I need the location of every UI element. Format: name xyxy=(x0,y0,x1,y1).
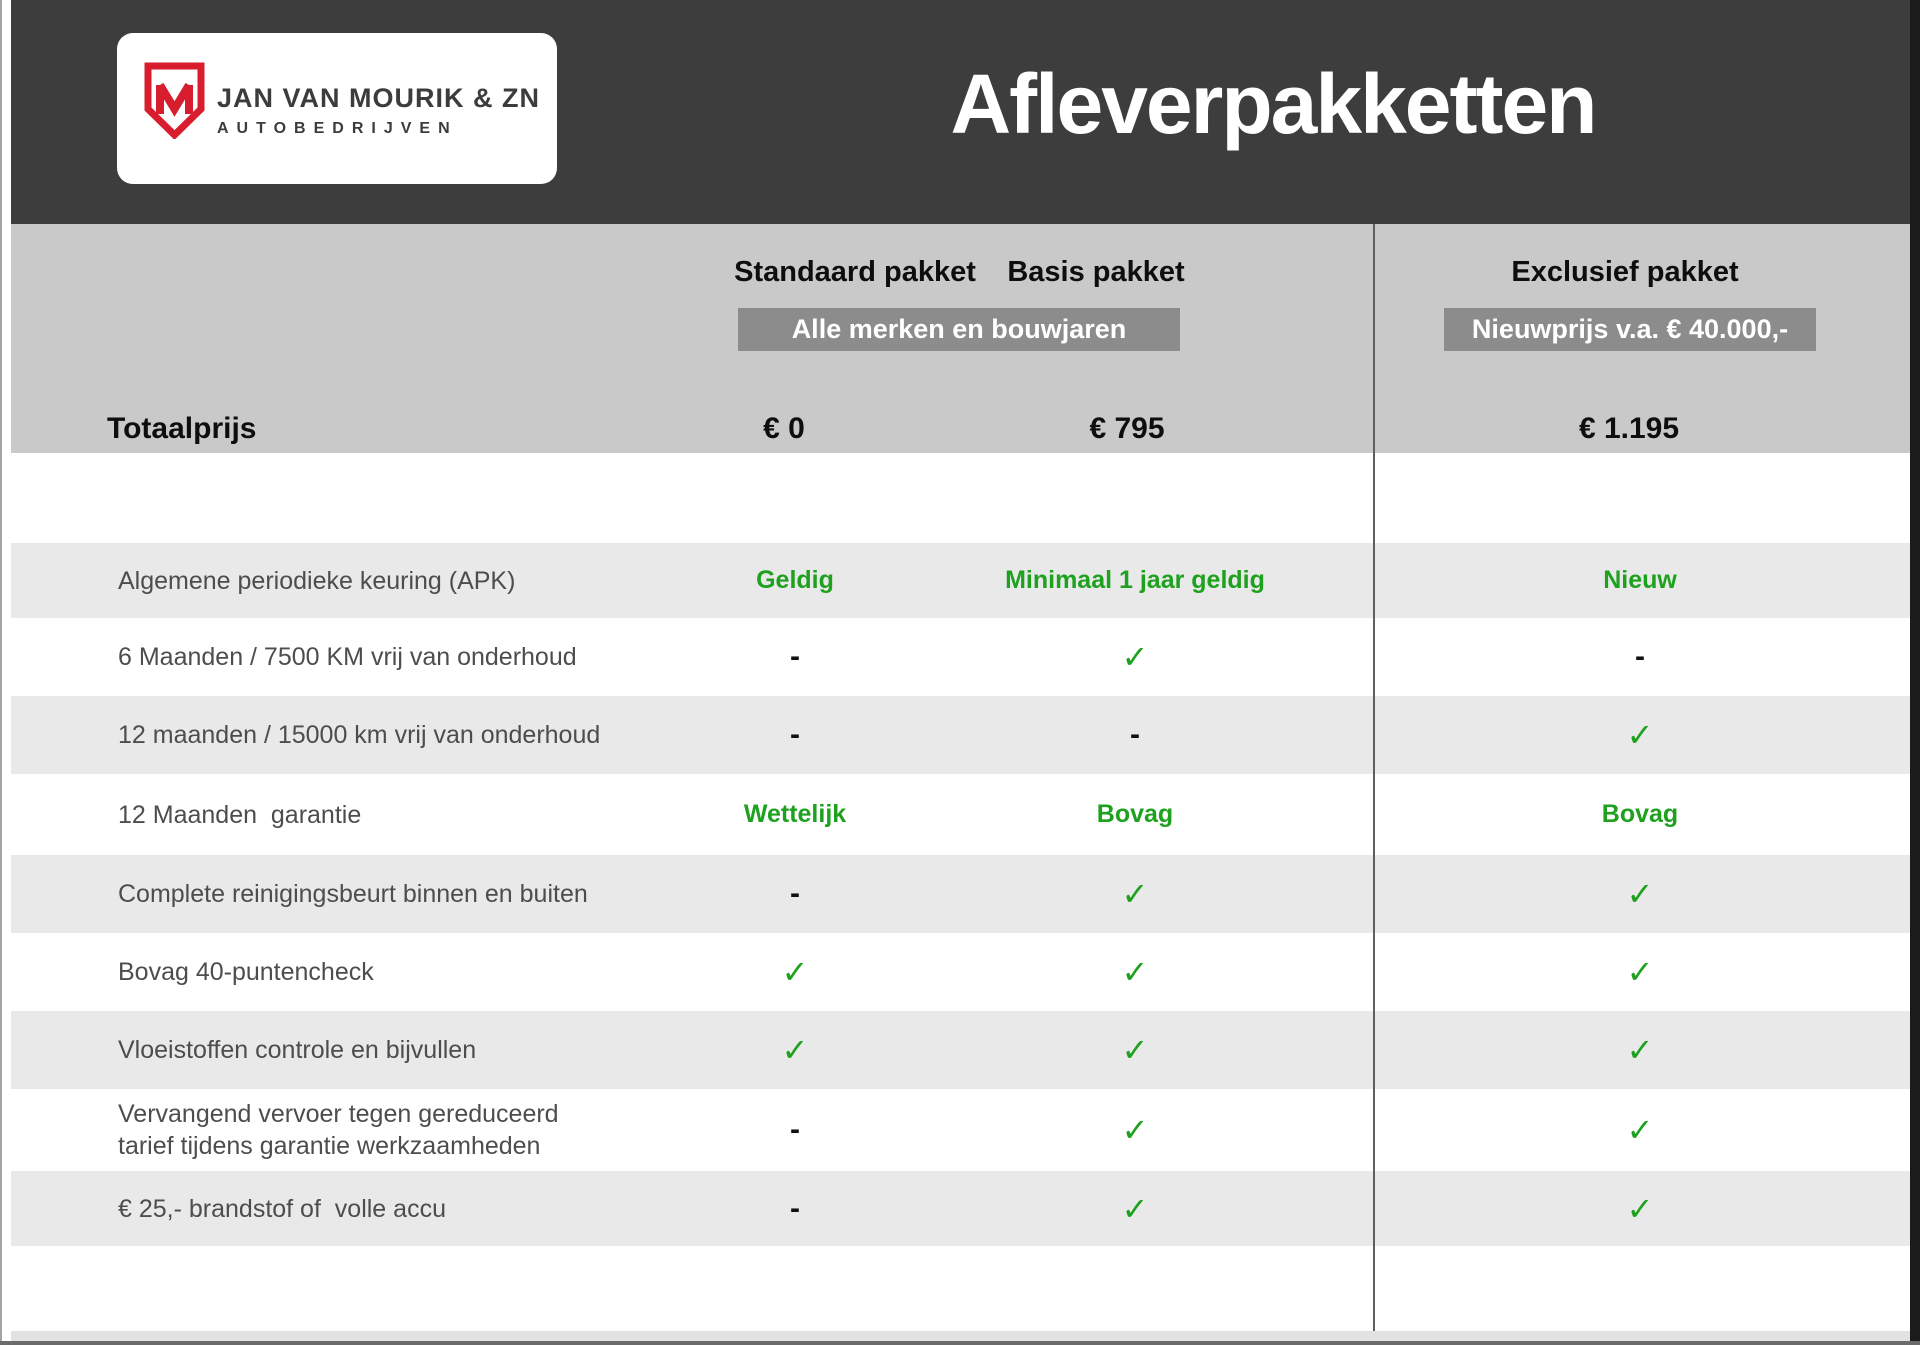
feature-rows xyxy=(11,543,1910,1246)
shield-m-icon xyxy=(144,62,205,139)
check-icon: ✓ xyxy=(1121,1032,1149,1068)
feature-value-basis xyxy=(970,774,1300,855)
right-edge-bar xyxy=(1910,0,1920,1345)
total-price-basis: € 795 xyxy=(1089,412,1165,445)
check-icon: ✓ xyxy=(1121,1190,1149,1227)
feature-value-exclusief xyxy=(1300,1089,1910,1171)
feature-value-basis xyxy=(970,855,1300,933)
feature-label: Vervangend vervoer tegen gereduceerd tarief tijdens garantie werkzaamheden xyxy=(118,1100,566,1160)
check-icon: ✓ xyxy=(1121,876,1149,912)
feature-value-standaard xyxy=(620,543,970,618)
feature-label: Algemene periodieke keuring (APK) xyxy=(118,566,516,595)
dealer-subtitle: AUTOBEDRIJVEN xyxy=(217,120,458,137)
exclusief-column-divider xyxy=(1373,224,1375,1341)
feature-value-basis xyxy=(970,618,1300,696)
feature-value-basis xyxy=(970,696,1300,774)
check-icon: ✓ xyxy=(1626,1112,1654,1148)
table-row xyxy=(11,1011,1910,1089)
check-icon: ✓ xyxy=(1626,1032,1654,1068)
feature-value-standaard xyxy=(620,1011,970,1089)
feature-label: 12 Maanden garantie xyxy=(118,800,362,829)
column-header-standaard: Standaard pakket xyxy=(734,256,976,288)
table-row xyxy=(11,855,1910,933)
page-title: Afleverpakketten xyxy=(950,57,1596,151)
dash-icon: - xyxy=(790,718,800,751)
dash-icon: - xyxy=(790,1191,800,1225)
badge-alle-merken: Alle merken en bouwjaren xyxy=(738,308,1180,351)
feature-label: 12 maanden / 15000 km vrij van onderhoud xyxy=(118,721,601,749)
feature-value-exclusief xyxy=(1300,543,1910,618)
dash-icon: - xyxy=(790,1113,800,1146)
feature-value-standaard xyxy=(620,1171,970,1246)
table-row xyxy=(11,543,1910,618)
check-icon: ✓ xyxy=(781,954,809,990)
page-header xyxy=(11,0,1910,224)
dealer-logo-text xyxy=(217,83,540,138)
table-row xyxy=(11,774,1910,855)
feature-value-text: Bovag xyxy=(1096,800,1174,828)
table-row xyxy=(11,618,1910,696)
badge-nieuwprijs: Nieuwprijs v.a. € 40.000,- xyxy=(1444,308,1816,351)
feature-value-exclusief xyxy=(1300,774,1910,855)
feature-value-text: Wettelijk xyxy=(743,800,847,828)
feature-value-standaard xyxy=(620,1089,970,1171)
feature-value-text: Bovag xyxy=(1601,800,1679,828)
feature-value-basis xyxy=(970,1089,1300,1171)
check-icon: ✓ xyxy=(1626,717,1654,753)
dash-icon: - xyxy=(790,640,800,673)
feature-label: Complete reinigingsbeurt binnen en buiten xyxy=(118,880,588,908)
check-icon: ✓ xyxy=(1626,876,1654,912)
feature-value-standaard xyxy=(620,933,970,1011)
totals-label: Totaalprijs xyxy=(107,412,257,445)
feature-value-standaard xyxy=(620,855,970,933)
feature-value-text: Geldig xyxy=(756,566,834,594)
feature-value-exclusief xyxy=(1300,618,1910,696)
check-icon: ✓ xyxy=(1121,639,1149,675)
dealer-logo-card xyxy=(117,33,557,184)
feature-value-exclusief xyxy=(1300,933,1910,1011)
feature-label: 6 Maanden / 7500 KM vrij van onderhoud xyxy=(118,643,577,671)
check-icon: ✓ xyxy=(1626,954,1654,990)
feature-value-basis xyxy=(970,543,1300,618)
feature-value-exclusief xyxy=(1300,1011,1910,1089)
column-header-basis: Basis pakket xyxy=(1007,256,1185,288)
feature-value-exclusief xyxy=(1300,1171,1910,1246)
feature-value-basis xyxy=(970,933,1300,1011)
feature-value-basis xyxy=(970,1171,1300,1246)
feature-value-text: Nieuw xyxy=(1603,566,1677,594)
table-row xyxy=(11,1171,1910,1246)
feature-value-text: Minimaal 1 jaar geldig xyxy=(1005,566,1265,594)
check-icon: ✓ xyxy=(1121,1112,1149,1148)
total-price-standaard: € 0 xyxy=(763,412,805,445)
check-icon: ✓ xyxy=(1121,954,1149,990)
dash-icon: - xyxy=(790,877,800,910)
feature-value-standaard xyxy=(620,774,970,855)
feature-value-standaard xyxy=(620,696,970,774)
dash-icon: - xyxy=(1130,718,1140,751)
dealer-name: JAN VAN MOURIK & ZN xyxy=(217,83,541,113)
bottom-light-bar xyxy=(11,1331,1910,1341)
left-gutter xyxy=(2,0,11,1345)
bottom-dark-bar xyxy=(0,1341,1920,1345)
feature-value-exclusief xyxy=(1300,696,1910,774)
feature-value-basis xyxy=(970,1011,1300,1089)
check-icon: ✓ xyxy=(781,1032,809,1068)
feature-label: € 25,- brandstof of volle accu xyxy=(118,1194,446,1223)
column-header-exclusief: Exclusief pakket xyxy=(1511,256,1739,288)
feature-label: Vloeistoffen controle en bijvullen xyxy=(118,1036,477,1064)
table-row xyxy=(11,1089,1910,1171)
table-row xyxy=(11,933,1910,1011)
feature-label: Bovag 40-puntencheck xyxy=(118,958,374,986)
feature-value-standaard xyxy=(620,618,970,696)
dash-icon: - xyxy=(1635,640,1645,673)
total-price-exclusief: € 1.195 xyxy=(1578,412,1680,445)
table-row xyxy=(11,696,1910,774)
feature-value-exclusief xyxy=(1300,855,1910,933)
check-icon: ✓ xyxy=(1626,1190,1654,1227)
